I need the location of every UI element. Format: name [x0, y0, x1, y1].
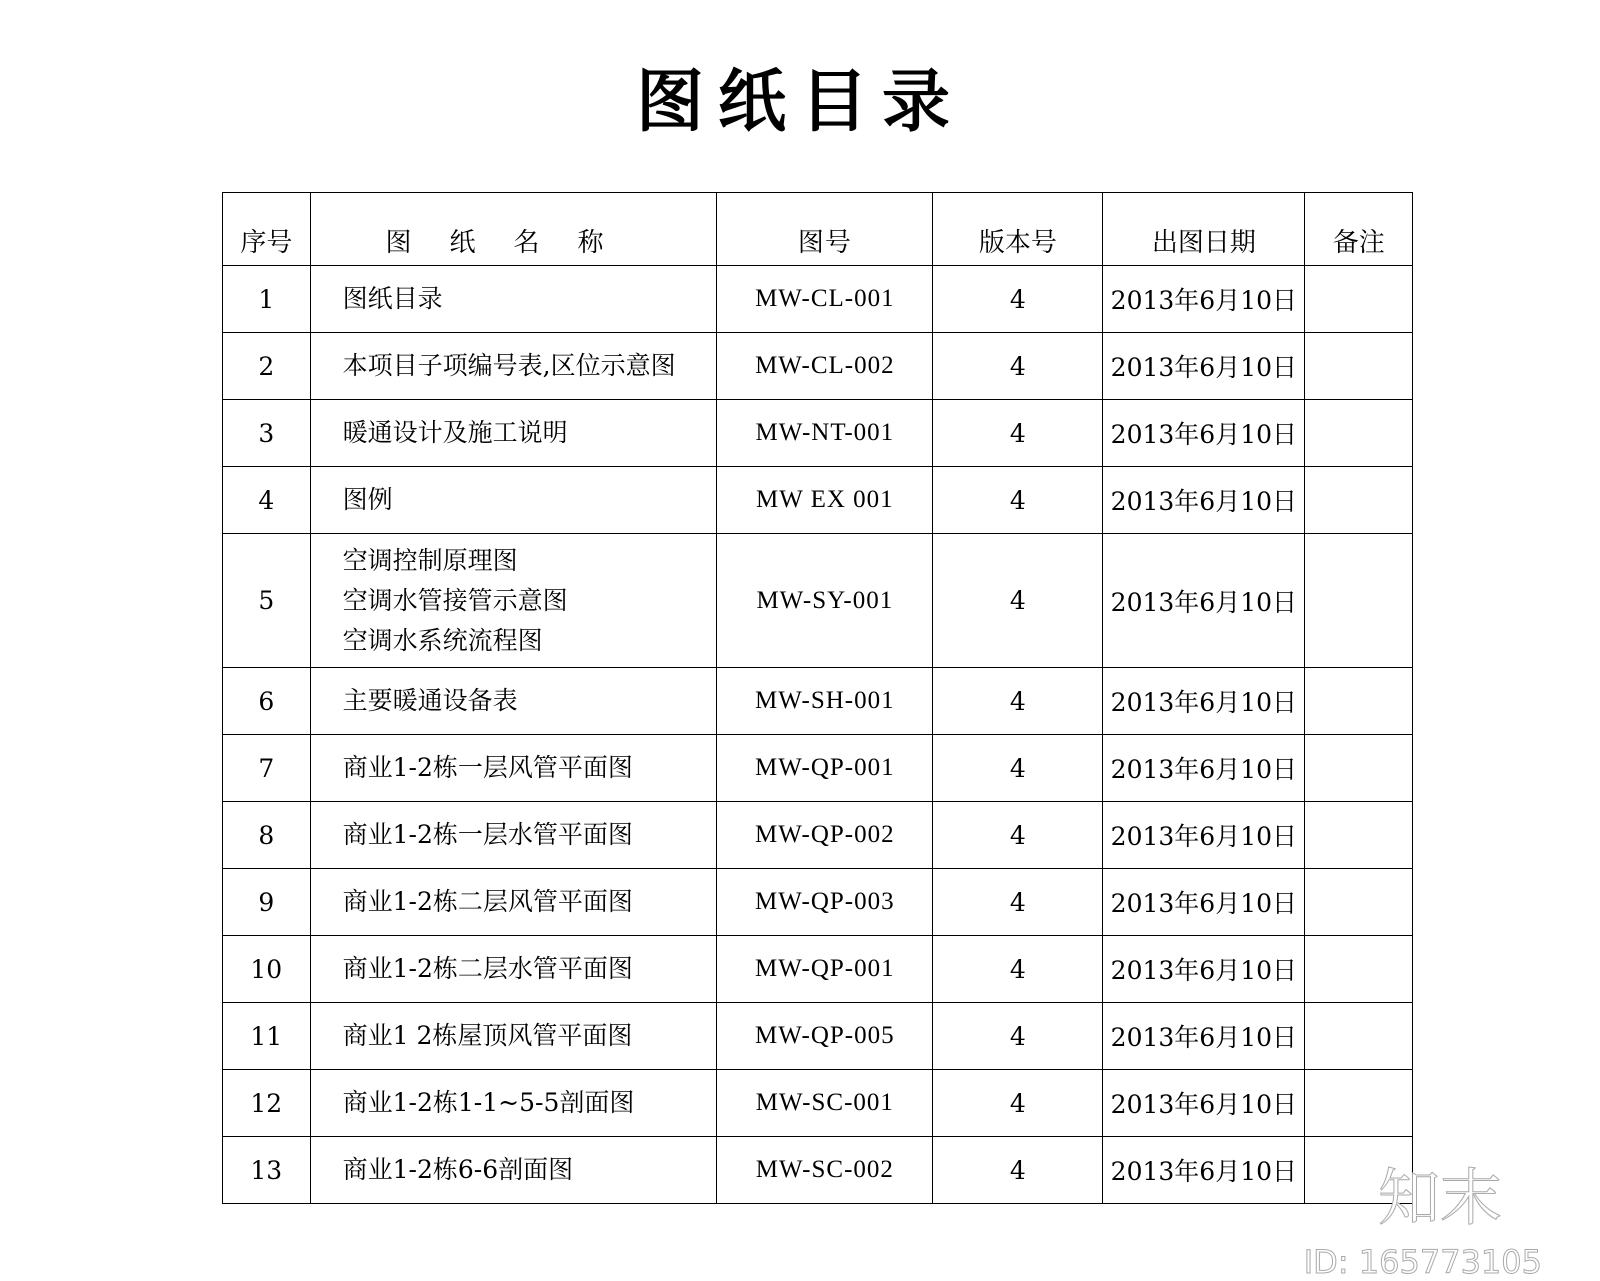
cell-code: MW-CL-001 [717, 266, 933, 333]
cell-note [1305, 668, 1413, 735]
cell-version: 4 [933, 869, 1103, 936]
cell-version: 4 [933, 1137, 1103, 1204]
table-row [223, 1137, 1413, 1204]
header-no: 序号 [223, 193, 311, 266]
table-row [223, 1070, 1413, 1137]
cell-code: MW-QP-001 [717, 936, 933, 1003]
cell-code: MW EX 001 [717, 467, 933, 534]
cell-date: 2013年6月10日 [1103, 735, 1305, 802]
cell-name [310, 400, 717, 467]
cell-no: 3 [223, 400, 311, 467]
cell-no: 1 [223, 266, 311, 333]
cell-version: 4 [933, 534, 1103, 668]
drawing-name-line: 商业1-2栋6-6剖面图 [342, 1155, 574, 1184]
cell-name [310, 735, 717, 802]
cell-version: 4 [933, 735, 1103, 802]
drawing-name-line: 空调水系统流程图 [342, 625, 543, 655]
cell-date: 2013年6月10日 [1103, 668, 1305, 735]
cell-date: 2013年6月10日 [1103, 467, 1305, 534]
cell-note [1305, 936, 1413, 1003]
cell-version: 4 [933, 400, 1103, 467]
header-code: 图号 [717, 193, 933, 266]
drawing-index-table [222, 192, 1413, 1204]
cell-date: 2013年6月10日 [1103, 936, 1305, 1003]
cell-name [310, 333, 717, 400]
cell-name [310, 668, 717, 735]
cell-date: 2013年6月10日 [1103, 1137, 1305, 1204]
drawing-name-line: 暖通设计及施工说明 [342, 418, 568, 447]
cell-note [1305, 1003, 1413, 1070]
cell-date: 2013年6月10日 [1103, 534, 1305, 668]
cell-code: MW-NT-001 [717, 400, 933, 467]
cell-code: MW-QP-003 [717, 869, 933, 936]
table-row [223, 266, 1413, 333]
cell-date: 2013年6月10日 [1103, 333, 1305, 400]
watermark-logo: 知末 [1377, 1161, 1502, 1234]
cell-code: MW-SY-001 [717, 534, 933, 668]
cell-name [310, 467, 717, 534]
drawing-name-line: 商业1-2栋一层水管平面图 [342, 820, 633, 849]
header-version: 版本号 [933, 193, 1103, 266]
table-row [223, 735, 1413, 802]
table-header-row [223, 193, 1413, 266]
cell-name [310, 266, 717, 333]
table-row [223, 869, 1413, 936]
cell-code: MW-SC-001 [717, 1070, 933, 1137]
cell-note [1305, 534, 1413, 668]
cell-note [1305, 333, 1413, 400]
header-note: 备注 [1305, 193, 1413, 266]
cell-no: 9 [223, 869, 311, 936]
cell-date: 2013年6月10日 [1103, 266, 1305, 333]
drawing-name-line: 商业1 2栋屋顶风管平面图 [342, 1021, 633, 1050]
drawing-name-line: 本项目子项编号表,区位示意图 [342, 351, 676, 380]
cell-name [310, 802, 717, 869]
cell-name [310, 534, 717, 668]
drawing-name-line: 商业1-2栋二层风管平面图 [342, 887, 633, 916]
drawing-name-line: 图例 [342, 485, 393, 514]
cell-name [310, 1070, 717, 1137]
header-date: 出图日期 [1103, 193, 1305, 266]
cell-date: 2013年6月10日 [1103, 1070, 1305, 1137]
cell-note [1305, 802, 1413, 869]
table-row [223, 467, 1413, 534]
cell-date: 2013年6月10日 [1103, 400, 1305, 467]
drawing-name-line: 空调水管接管示意图 [342, 585, 568, 615]
cell-name [310, 1137, 717, 1204]
cell-no: 4 [223, 467, 311, 534]
drawing-name-line: 商业1-2栋二层水管平面图 [342, 954, 633, 983]
cell-no: 11 [223, 1003, 311, 1070]
cell-no: 12 [223, 1070, 311, 1137]
cell-code: MW-CL-002 [717, 333, 933, 400]
cell-version: 4 [933, 802, 1103, 869]
header-name: 图纸名称 [310, 193, 717, 266]
cell-date: 2013年6月10日 [1103, 869, 1305, 936]
cell-version: 4 [933, 467, 1103, 534]
drawing-name-line: 图纸目录 [342, 284, 443, 313]
cell-version: 4 [933, 936, 1103, 1003]
table-row [223, 802, 1413, 869]
watermark-id: ID: 165773105 [1303, 1243, 1542, 1281]
cell-name [310, 936, 717, 1003]
cell-version: 4 [933, 266, 1103, 333]
cell-name [310, 1003, 717, 1070]
cell-code: MW-QP-001 [717, 735, 933, 802]
watermark [1304, 1148, 1542, 1281]
table-row [223, 668, 1413, 735]
cell-date: 2013年6月10日 [1103, 802, 1305, 869]
drawing-name-line: 主要暖通设备表 [342, 686, 518, 715]
cell-code: MW-QP-002 [717, 802, 933, 869]
drawing-name-line: 空调控制原理图 [342, 545, 518, 575]
cell-code: MW-SH-001 [717, 668, 933, 735]
table-row [223, 400, 1413, 467]
cell-no: 5 [223, 534, 311, 668]
cell-code: MW-QP-005 [717, 1003, 933, 1070]
cell-note [1305, 1070, 1413, 1137]
cell-no: 8 [223, 802, 311, 869]
cell-no: 10 [223, 936, 311, 1003]
page-title: 图纸目录 [635, 62, 964, 142]
cell-no: 7 [223, 735, 311, 802]
table-row [223, 936, 1413, 1003]
cell-note [1305, 400, 1413, 467]
cell-no: 2 [223, 333, 311, 400]
cell-note [1305, 266, 1413, 333]
table-row [223, 534, 1413, 668]
table-row [223, 333, 1413, 400]
drawing-name-line: 商业1-2栋1-1~5-5剖面图 [342, 1088, 635, 1117]
drawing-name-line: 商业1-2栋一层风管平面图 [342, 753, 633, 782]
cell-no: 6 [223, 668, 311, 735]
cell-code: MW-SC-002 [717, 1137, 933, 1204]
cell-date: 2013年6月10日 [1103, 1003, 1305, 1070]
cell-version: 4 [933, 1003, 1103, 1070]
cell-version: 4 [933, 1070, 1103, 1137]
cell-note [1305, 869, 1413, 936]
cell-no: 13 [223, 1137, 311, 1204]
cell-note [1305, 467, 1413, 534]
cell-name [310, 869, 717, 936]
cell-note [1305, 735, 1413, 802]
cell-version: 4 [933, 333, 1103, 400]
table-row [223, 1003, 1413, 1070]
cell-version: 4 [933, 668, 1103, 735]
